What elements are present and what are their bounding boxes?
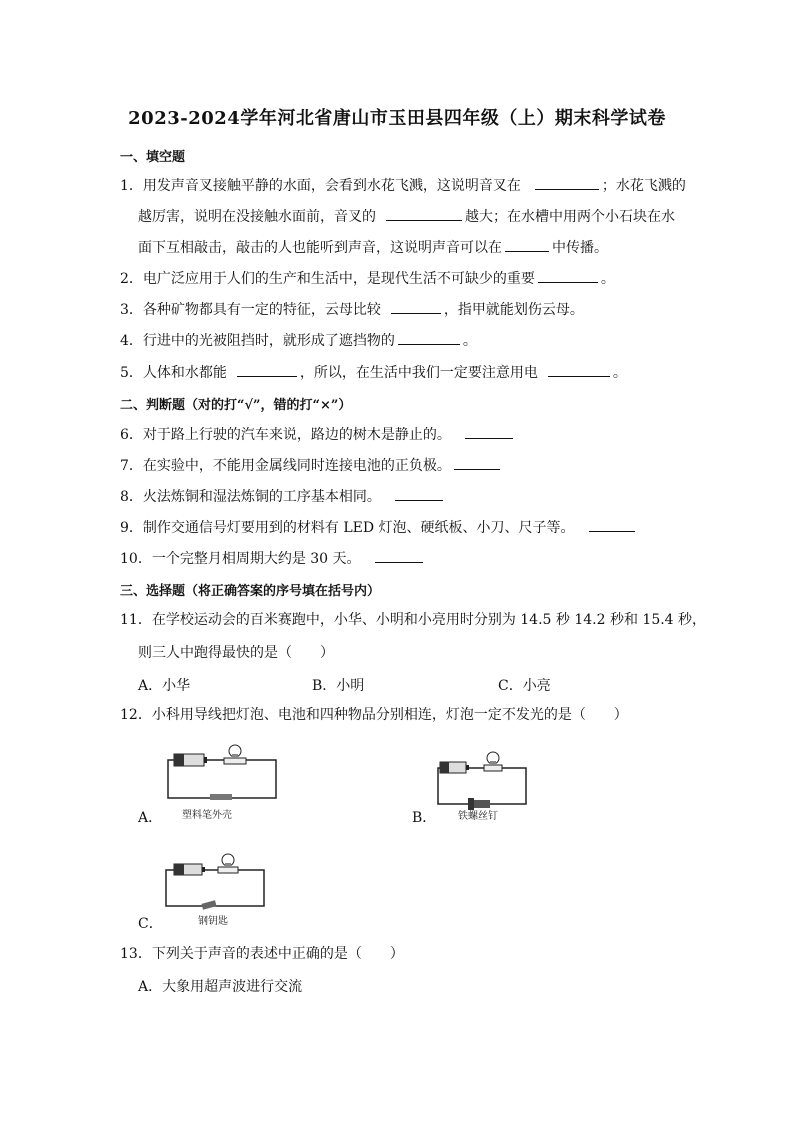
question-3 <box>120 299 584 320</box>
answer-blank[interactable] <box>505 237 549 252</box>
answer-blank[interactable] <box>375 548 423 563</box>
q1-text-2a: 越厉害，说明在没接触水面前，音叉的 <box>138 209 376 225</box>
question-4 <box>120 330 477 351</box>
question-1-line-3 <box>138 237 608 258</box>
q11-option-b[interactable]: B．小明 <box>312 678 365 694</box>
answer-blank[interactable] <box>548 362 610 377</box>
figure-c-caption: 钢钥匙 <box>198 916 228 927</box>
page-title: 2023-2024学年河北省唐山市玉田县四年级（上）期末科学试卷 <box>128 108 666 129</box>
plastic-pen-shell <box>210 794 232 800</box>
q1-text-1b: ；水花飞溅的 <box>601 178 686 194</box>
q12-option-a[interactable]: A． <box>138 810 163 826</box>
answer-blank[interactable] <box>535 175 599 190</box>
q8-text: 8．火法炼铜和湿法炼铜的工序基本相同。 <box>120 489 381 505</box>
question-5 <box>120 362 627 383</box>
q11-option-a[interactable]: A．小华 <box>138 678 191 694</box>
answer-blank[interactable] <box>386 206 462 221</box>
circuit-diagram-b <box>432 748 532 822</box>
light-bulb-icon <box>218 854 238 873</box>
iron-screw-icon <box>468 798 490 810</box>
section-fill-in: 一、填空题 <box>120 150 186 165</box>
question-1-line-2 <box>138 206 675 227</box>
q9-text: 9．制作交通信号灯要用到的材料有 LED 灯泡、硬纸板、小刀、尺子等。 <box>120 520 575 536</box>
q10-text: 10．一个完整月相周期大约是 30 天。 <box>120 551 361 567</box>
section-true-false: 二、判断题（对的打“√”，错的打“×”） <box>120 398 352 413</box>
light-bulb-icon <box>484 752 502 771</box>
circuit-diagram-a <box>160 744 280 828</box>
q5-end: 。 <box>612 365 627 381</box>
q12-option-c[interactable]: C． <box>138 916 163 932</box>
answer-blank[interactable] <box>391 299 441 314</box>
q11-option-c[interactable]: C．小亮 <box>498 678 551 694</box>
q12-option-b[interactable]: B． <box>412 810 437 826</box>
q4-end: 。 <box>462 333 477 349</box>
question-13: 13．下列关于声音的表述中正确的是（ ） <box>120 946 404 962</box>
battery-icon <box>174 754 207 766</box>
answer-blank[interactable] <box>538 268 598 283</box>
q5-text-b: ，所以，在生活中我们一定要注意用电 <box>299 365 538 381</box>
answer-blank[interactable] <box>589 517 635 532</box>
question-7 <box>120 455 503 476</box>
q3-text: 3．各种矿物都具有一定的特征，云母比较 <box>120 302 381 318</box>
q5-text-a: 5．人体和水都能 <box>120 365 227 381</box>
figure-a-caption: 塑料笔外壳 <box>182 810 232 821</box>
answer-blank[interactable] <box>395 486 443 501</box>
q6-text: 6．对于路上行驶的汽车来说，路边的树木是静止的。 <box>120 427 451 443</box>
circuit-diagram-c <box>160 850 270 930</box>
question-12: 12．小科用导线把灯泡、电池和四种物品分别相连，灯泡一定不发光的是（ ） <box>120 707 628 723</box>
question-9 <box>120 517 638 538</box>
question-8 <box>120 486 446 507</box>
q1-text-3b: 中传播。 <box>552 240 608 256</box>
q1-text-3a: 面下互相敲击，敲击的人也能听到声音，这说明声音可以在 <box>138 240 502 256</box>
question-2 <box>120 268 615 289</box>
question-11-line-1: 11．在学校运动会的百米赛跑中，小华、小明和小亮用时分别为 14.5 秒 14.2 秒和 15.4 秒， <box>120 612 707 628</box>
answer-blank[interactable] <box>398 330 460 345</box>
q2-end: 。 <box>600 271 615 287</box>
light-bulb-icon <box>224 745 246 764</box>
q4-text: 4．行进中的光被阻挡时，就形成了遮挡物的 <box>120 333 395 349</box>
q7-text: 7．在实验中，不能用金属线同时连接电池的正负极。 <box>120 458 451 474</box>
steel-key-icon <box>201 900 216 909</box>
q2-text: 2．电广泛应用于人们的生产和生活中，是现代生活不可缺少的重要 <box>120 271 535 287</box>
question-11-line-2: 则三人中跑得最快的是（ ） <box>138 645 334 661</box>
q3-end: ，指甲就能划伤云母。 <box>443 302 584 318</box>
battery-icon <box>174 864 205 875</box>
answer-blank[interactable] <box>465 424 513 439</box>
q1-text-1a: 1．用发声音叉接触平静的水面，会看到水花飞溅，这说明音叉在 <box>120 178 521 194</box>
question-1-line-1 <box>120 175 686 196</box>
question-10 <box>120 548 426 569</box>
answer-blank[interactable] <box>454 455 500 470</box>
section-multiple-choice: 三、选择题（将正确答案的序号填在括号内） <box>120 584 381 599</box>
q1-text-2b: 越大；在水槽中用两个小石块在水 <box>465 209 675 225</box>
answer-blank[interactable] <box>237 362 297 377</box>
q13-option-a[interactable]: A．大象用超声波进行交流 <box>138 979 303 995</box>
battery-icon <box>440 762 469 773</box>
figure-b-caption: 铁螺丝钉 <box>458 811 498 822</box>
question-6 <box>120 424 516 445</box>
